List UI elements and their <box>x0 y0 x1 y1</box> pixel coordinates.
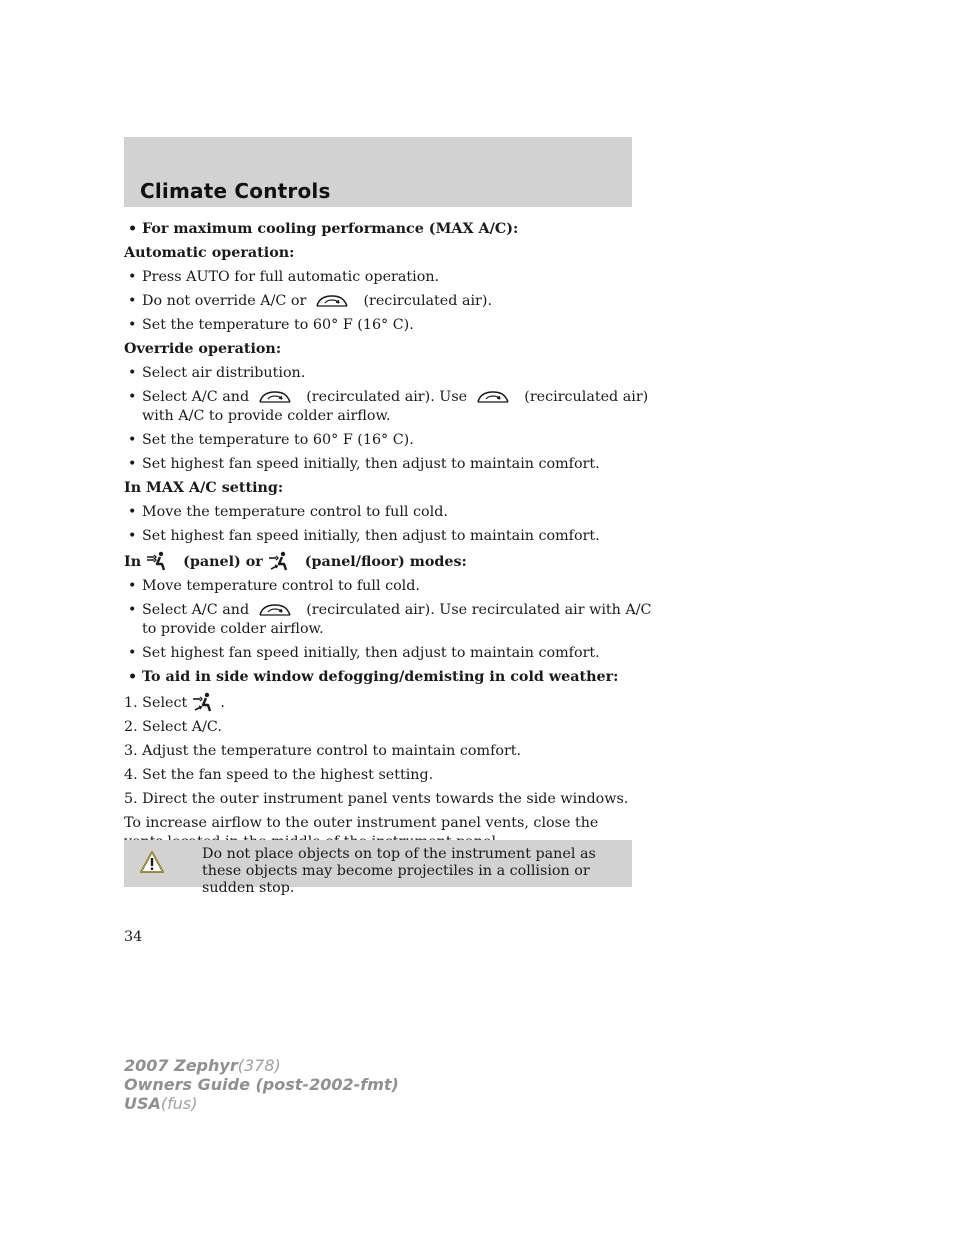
list-item: • Set highest fan speed initially, then adjust to maintain comfort. <box>128 456 600 472</box>
list-item: • Move temperature control to full cold. <box>128 578 420 594</box>
list-item: • Set highest fan speed initially, then adjust to maintain comfort. <box>128 645 600 661</box>
automatic-operation-heading: Automatic operation: <box>124 245 295 261</box>
warning-text: Do not place objects on top of the instrument panel as these objects may become projectiles in a collision or sudden stop. <box>202 846 596 896</box>
panel-floor-mode-icon <box>268 551 290 571</box>
recirculated-air-icon <box>476 390 510 406</box>
warning-triangle-icon <box>140 850 164 874</box>
page-number: 34 <box>124 929 143 945</box>
recirculated-air-icon <box>258 390 292 406</box>
footer-line: 2007 Zephyr(378) <box>124 1056 281 1075</box>
footer-line: USA(fus) <box>124 1094 198 1113</box>
defog-heading: • To aid in side window defogging/demisting in cold weather: <box>128 669 619 685</box>
panel-mode-icon <box>146 551 168 571</box>
document-footer <box>124 1056 399 1113</box>
list-item: • Set the temperature to 60° F (16° C). <box>128 432 414 448</box>
override-operation-heading: Override operation: <box>124 341 282 357</box>
step-item: 1. Select . <box>124 692 644 713</box>
list-item: • Move the temperature control to full cold. <box>128 504 448 520</box>
manual-content <box>124 220 652 860</box>
step-item: 4. Set the fan speed to the highest setting. <box>124 767 434 783</box>
step-item: 2. Select A/C. <box>124 719 222 735</box>
section-title: Climate Controls <box>140 179 331 203</box>
airflow-paragraph: To increase airflow to the outer instrument panel vents, close the <box>124 815 599 831</box>
list-item: • Set highest fan speed initially, then adjust to maintain comfort. <box>128 528 600 544</box>
step-item: 5. Direct the outer instrument panel vents towards the side windows. <box>124 791 629 807</box>
list-item: • Select A/C and (recirculated air). Use (recirculated air) <box>128 389 649 405</box>
panel-modes-heading: In (panel) or (panel/floor) modes: <box>124 551 644 572</box>
footer-line: Owners Guide (post-2002-fmt) <box>124 1075 399 1094</box>
list-item: • Select A/C and (recirculated air). Use recirculated air with A/C <box>128 602 652 618</box>
warning-box <box>124 840 632 896</box>
max-ac-setting-heading: In MAX A/C setting: <box>124 480 284 496</box>
list-item: • Do not override A/C or (recirculated air). <box>128 293 492 309</box>
section-header-band <box>124 137 632 207</box>
list-item-continuation: to provide colder airflow. <box>142 621 324 637</box>
list-item: • Set the temperature to 60° F (16° C). <box>128 317 414 333</box>
recirculated-air-icon <box>315 294 349 310</box>
panel-floor-mode-icon <box>192 692 214 712</box>
list-item: • Press AUTO for full automatic operation. <box>128 269 440 285</box>
recirculated-air-icon <box>258 603 292 619</box>
list-item-continuation: with A/C to provide colder airflow. <box>142 408 391 424</box>
step-item: 3. Adjust the temperature control to maintain comfort. <box>124 743 522 759</box>
list-item: • Select air distribution. <box>128 365 306 381</box>
max-cooling-heading: • For maximum cooling performance (MAX A/C): <box>128 221 519 237</box>
